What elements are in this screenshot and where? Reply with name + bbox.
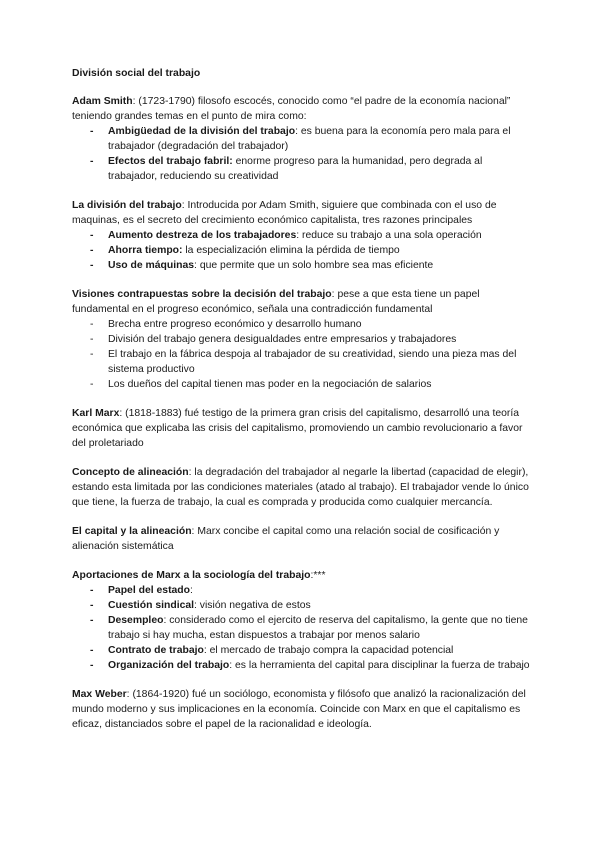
list-item-text: : reduce su trabajo a una sola operación [296,230,482,241]
section-paragraph [72,287,532,317]
list-item [72,317,532,332]
section-text: :*** [310,570,326,581]
list-item-text: Brecha entre progreso económico y desarrollo humano [108,319,362,330]
section-paragraph [72,687,532,732]
list-item-text: División del trabajo genera desigualdades entre empresarios y trabajadores [108,334,457,345]
list-item-term: Papel del estado [108,585,190,596]
section-text: : Marx concibe el capital como una relación social de cosificación y alienación sistemática [72,526,500,552]
section-term: Concepto de alineación [72,467,189,478]
list-item-term: Ahorra tiempo: [108,245,183,256]
section-aportaciones-marx [72,568,532,673]
list-item [72,658,532,673]
list-item [72,583,532,598]
section-paragraph [72,406,532,451]
section-term: Aportaciones de Marx a la sociología del trabajo [72,570,311,581]
list-item-term: Uso de máquinas [108,260,195,271]
dash-bullet-icon: - [90,245,94,256]
bullet-list [72,124,532,184]
section-paragraph [72,198,532,228]
list-item-text: la especialización elimina la pérdida de tiempo [182,245,400,256]
list-item [72,228,532,243]
section-karl-marx [72,406,532,451]
dash-bullet-icon: - [90,600,94,611]
list-item [72,154,532,184]
list-item-text: : es buena para la economía pero mala para el trabajador (degradación del trabajador) [108,126,511,152]
list-item-term: Cuestión sindical [108,600,195,611]
section-text: : (1723-1790) filosofo escocés, conocido como “el padre de la economía nacional” teniendo grandes temas en el punto de mira como: [72,96,511,122]
dash-bullet-icon: - [90,230,94,241]
list-item [72,258,532,273]
section-adam-smith [72,94,532,184]
list-item-term: Organización del trabajo [108,660,230,671]
list-item-text: El trabajo en la fábrica despoja al trabajador de su creatividad, siendo una pieza mas del sistema productivo [108,349,517,375]
section-visiones [72,287,532,392]
list-item-text: : es la herramienta del capital para disciplinar la fuerza de trabajo [229,660,530,671]
section-term: Visiones contrapuestas sobre la decisión del trabajo [72,289,332,300]
bullet-list [72,317,532,392]
dash-bullet-icon: - [90,660,94,671]
section-capital-alineacion [72,524,532,554]
list-item-text: : el mercado de trabajo compra la capacidad potencial [203,645,454,656]
section-text: : Introducida por Adam Smith, siguiere que combinada con el uso de maquinas, es el secreto del crecimiento económico capitalista, tres razones principales [72,200,497,226]
section-paragraph [72,568,532,583]
section-text: : (1818-1883) fué testigo de la primera gran crisis del capitalismo, desarrolló una teoría económica que explicaba las crisis del capitalismo, promoviendo un cambio revolucionario a favor del proletariado [72,408,523,449]
list-item [72,243,532,258]
dash-bullet-icon: - [90,645,94,656]
list-item-term: Ambigüedad de la división del trabajo [108,126,296,137]
list-item-text: : [190,585,193,596]
list-item [72,598,532,613]
document-page [72,66,532,746]
section-text: : (1864-1920) fué un sociólogo, economista y filósofo que analizó la racionalización del mundo moderno y sus implicaciones en la economía. Coincide con Marx en que el capitalismo es eficaz, distanciados sobre el papel de la racionalidad e ideología. [72,689,526,730]
section-text: : la degradación del trabajador al negarle la libertad (capacidad de elegir), estando esta limitada por las condiciones materiales (atado al trabajo). El trabajador vende lo único que tiene, la fuerza de trabajo, la cual es comprada y producida como cualquier mercancía. [72,467,529,508]
dash-bullet-icon: - [90,126,94,137]
list-item [72,332,532,347]
list-item-text: enorme progreso para la humanidad, pero degrada al trabajador, reduciendo su creatividad [108,156,483,182]
list-item [72,124,532,154]
list-item-text: : considerado como el ejercito de reserva del capitalismo, la gente que no tiene trabajo si hay mucha, estan dispuestos a trabajar por menos salario [108,615,528,641]
dash-bullet-icon: - [90,585,94,596]
list-item [72,377,532,392]
section-division-trabajo [72,198,532,273]
list-item-text: : que permite que un solo hombre sea mas eficiente [194,260,434,271]
list-item-term: Contrato de trabajo [108,645,204,656]
bullet-list [72,228,532,273]
document-title: División social del trabajo [72,68,201,79]
dash-bullet-icon: - [90,349,94,360]
list-item-term: Desempleo [108,615,164,626]
list-item-text: : visión negativa de estos [194,600,311,611]
section-term: La división del trabajo [72,200,182,211]
section-term: Karl Marx [72,408,120,419]
section-paragraph [72,94,532,124]
section-paragraph [72,524,532,554]
bullet-list [72,583,532,673]
list-item [72,613,532,643]
list-item [72,643,532,658]
list-item [72,347,532,377]
dash-bullet-icon: - [90,334,94,345]
list-item-term: Aumento destreza de los trabajadores [108,230,297,241]
section-term: El capital y la alineación [72,526,192,537]
list-item-term: Efectos del trabajo fabril: [108,156,233,167]
dash-bullet-icon: - [90,156,94,167]
dash-bullet-icon: - [90,319,94,330]
dash-bullet-icon: - [90,260,94,271]
section-term: Adam Smith [72,96,133,107]
section-term: Max Weber [72,689,127,700]
section-paragraph [72,465,532,510]
list-item-text: Los dueños del capital tienen mas poder en la negociación de salarios [108,379,432,390]
section-text: : pese a que esta tiene un papel fundamental en el progreso económico, señala una contradicción fundamental [72,289,480,315]
section-max-weber [72,687,532,732]
dash-bullet-icon: - [90,615,94,626]
dash-bullet-icon: - [90,379,94,390]
section-alienacion [72,465,532,510]
